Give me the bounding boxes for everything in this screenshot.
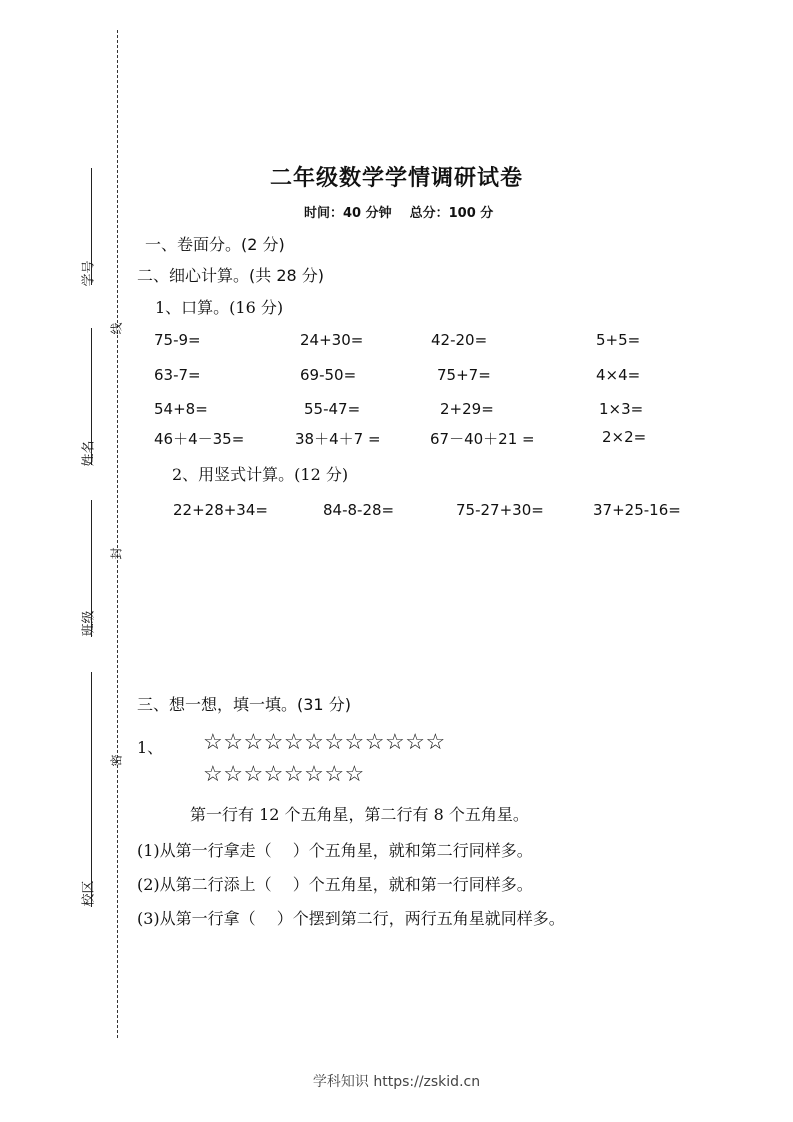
oral-item: 38＋4＋7 = <box>295 430 381 448</box>
vertical-calc-item: 22+28+34= <box>173 501 268 519</box>
oral-item: 42-20= <box>431 331 488 349</box>
oral-item: 24+30= <box>300 331 364 349</box>
oral-item: 75+7= <box>437 366 491 384</box>
sub-question-2: (2)从第二行添上（ ）个五角星，就和第一行同样多。 <box>137 875 533 894</box>
sub-question-3: (3)从第一行拿（ ）个摆到第二行，两行五角星就同样多。 <box>137 909 565 928</box>
exam-info <box>304 202 493 221</box>
campus-label: 校区 <box>81 880 97 907</box>
oral-item: 2×2= <box>602 428 647 446</box>
section2-heading: 二、细心计算。(共 28 分) <box>137 266 325 285</box>
oral-item: 63-7= <box>154 366 201 384</box>
page-title: 二年级数学学情调研试卷 <box>269 166 523 191</box>
oral-item: 2+29= <box>440 400 494 418</box>
section1-heading: 一、卷面分。(2 分) <box>145 235 285 254</box>
time-limit: 时间：40 分钟 <box>304 206 392 221</box>
oral-item: 1×3= <box>599 400 644 418</box>
vertical-calc-item: 37+25-16= <box>593 501 681 519</box>
oral-item: 67－40＋21 = <box>430 430 535 448</box>
stars-row-1: ☆☆☆☆☆☆☆☆☆☆☆☆ <box>203 730 446 755</box>
part2-heading: 2、用竖式计算。(12 分) <box>172 465 349 484</box>
sub-question-1: (1)从第一行拿走（ ）个五角星，就和第二行同样多。 <box>137 841 533 860</box>
oral-item: 5+5= <box>596 331 641 349</box>
name-label: 姓名 <box>81 440 97 467</box>
class-label: 班级 <box>81 610 97 637</box>
oral-item: 4×4= <box>596 366 641 384</box>
oral-item: 69-50= <box>300 366 357 384</box>
oral-item: 46＋4－35= <box>154 430 245 448</box>
oral-item: 55-47= <box>304 400 361 418</box>
vertical-calc-item: 84-8-28= <box>323 501 395 519</box>
oral-item: 54+8= <box>154 400 208 418</box>
campus-line <box>91 672 92 907</box>
footer-watermark: 学科知识 https://zskid.cn <box>312 1074 481 1090</box>
question-number: 1、 <box>137 738 164 757</box>
part1-heading: 1、口算。(16 分) <box>155 298 284 317</box>
seal-mark-line: 线 <box>109 322 124 335</box>
seal-mark-seal: 封 <box>109 547 124 560</box>
section3-heading: 三、想一想，填一填。(31 分) <box>137 695 351 714</box>
student-id-label: 学号 <box>81 260 97 287</box>
vertical-calc-item: 75-27+30= <box>456 501 544 519</box>
oral-item: 75-9= <box>154 331 201 349</box>
seal-mark-secret: 密 <box>109 754 124 767</box>
total-score: 总分：100 分 <box>409 206 494 221</box>
stars-row-2: ☆☆☆☆☆☆☆☆ <box>203 762 365 787</box>
question-statement: 第一行有 12 个五角星，第二行有 8 个五角星。 <box>190 805 529 824</box>
